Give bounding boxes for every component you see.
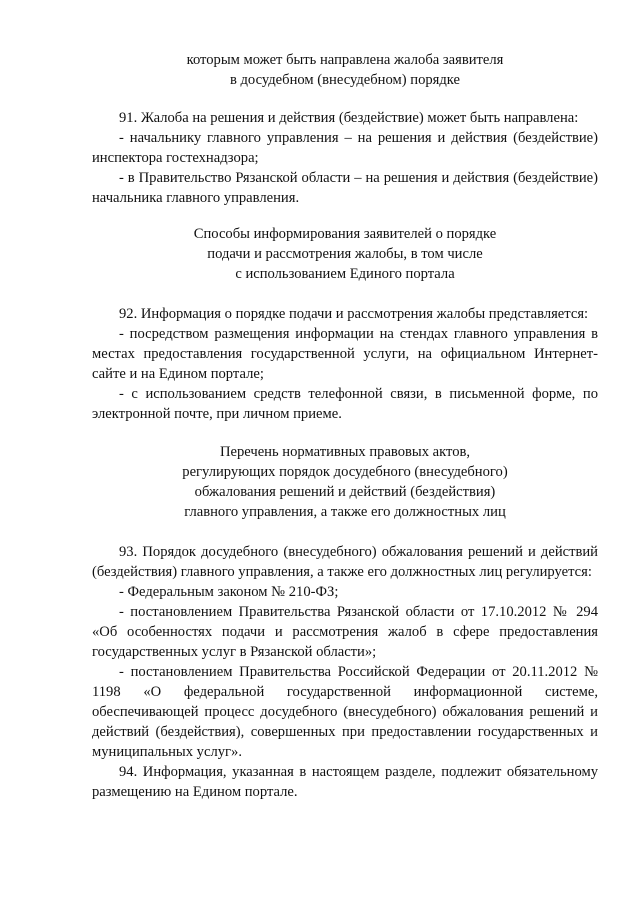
document-page	[92, 50, 598, 802]
heading-line: которым может быть направлена жалоба заявителя	[186, 52, 504, 68]
heading-line: Способы информирования заявителей о порядке	[193, 226, 497, 242]
paragraph: 93. Порядок досудебного (внесудебного) обжалования решений и действий (бездействия) главного управления, а также его должностных лиц регулируется:	[92, 544, 598, 580]
heading-line: обжалования решений и действий (бездействия)	[194, 484, 496, 500]
list-item: - посредством размещения информации на стендах главного управления в местах предоставления государственной услуги, на официальном Интернет-сайте и на Едином портале;	[92, 326, 598, 382]
paragraph: 92. Информация о порядке подачи и рассмотрения жалобы представляется:	[119, 306, 589, 322]
heading-legal-acts	[92, 442, 598, 522]
section-91	[92, 108, 598, 208]
heading-line: Перечень нормативных правовых актов,	[219, 444, 471, 460]
list-item: - с использованием средств телефонной связи, в письменной форме, по электронной почте, при личном приеме.	[92, 386, 598, 422]
list-item: - Федеральным законом № 210-ФЗ;	[119, 584, 339, 600]
section-93	[92, 542, 598, 762]
heading-line: подачи и рассмотрения жалобы, в том числе	[207, 246, 483, 262]
paragraph: 94. Информация, указанная в настоящем разделе, подлежит обязательному размещению на Едином портале.	[92, 764, 598, 800]
list-item: - в Правительство Рязанской области – на решения и действия (бездействие) начальника главного управления.	[92, 170, 598, 206]
list-item: - начальнику главного управления – на решения и действия (бездействие) инспектора гостехнадзора;	[92, 130, 598, 166]
heading-line: в досудебном (внесудебном) порядке	[229, 72, 461, 88]
heading-info-methods	[92, 224, 598, 284]
heading-line: регулирующих порядок досудебного (внесудебного)	[182, 464, 508, 480]
section-94	[92, 762, 598, 802]
heading-continuation	[92, 50, 598, 90]
heading-line: с использованием Единого портала	[235, 266, 455, 282]
heading-line: главного управления, а также его должностных лиц	[184, 504, 506, 520]
section-92	[92, 304, 598, 424]
paragraph: 91. Жалоба на решения и действия (бездействие) может быть направлена:	[119, 110, 579, 126]
list-item: - постановлением Правительства Российской Федерации от 20.11.2012 № 1198 «О федеральной государственной информационной системе, обеспечивающей процесс досудебного (внесудебного) обжалования решений и действий (бездействия), совершенных при предоставлении государственных и муниципальных услуг».	[92, 664, 598, 760]
list-item: - постановлением Правительства Рязанской области от 17.10.2012 № 294 «Об особенностях подачи и рассмотрения жалоб в сфере предоставления государственных услуг в Рязанской области»;	[92, 604, 598, 660]
